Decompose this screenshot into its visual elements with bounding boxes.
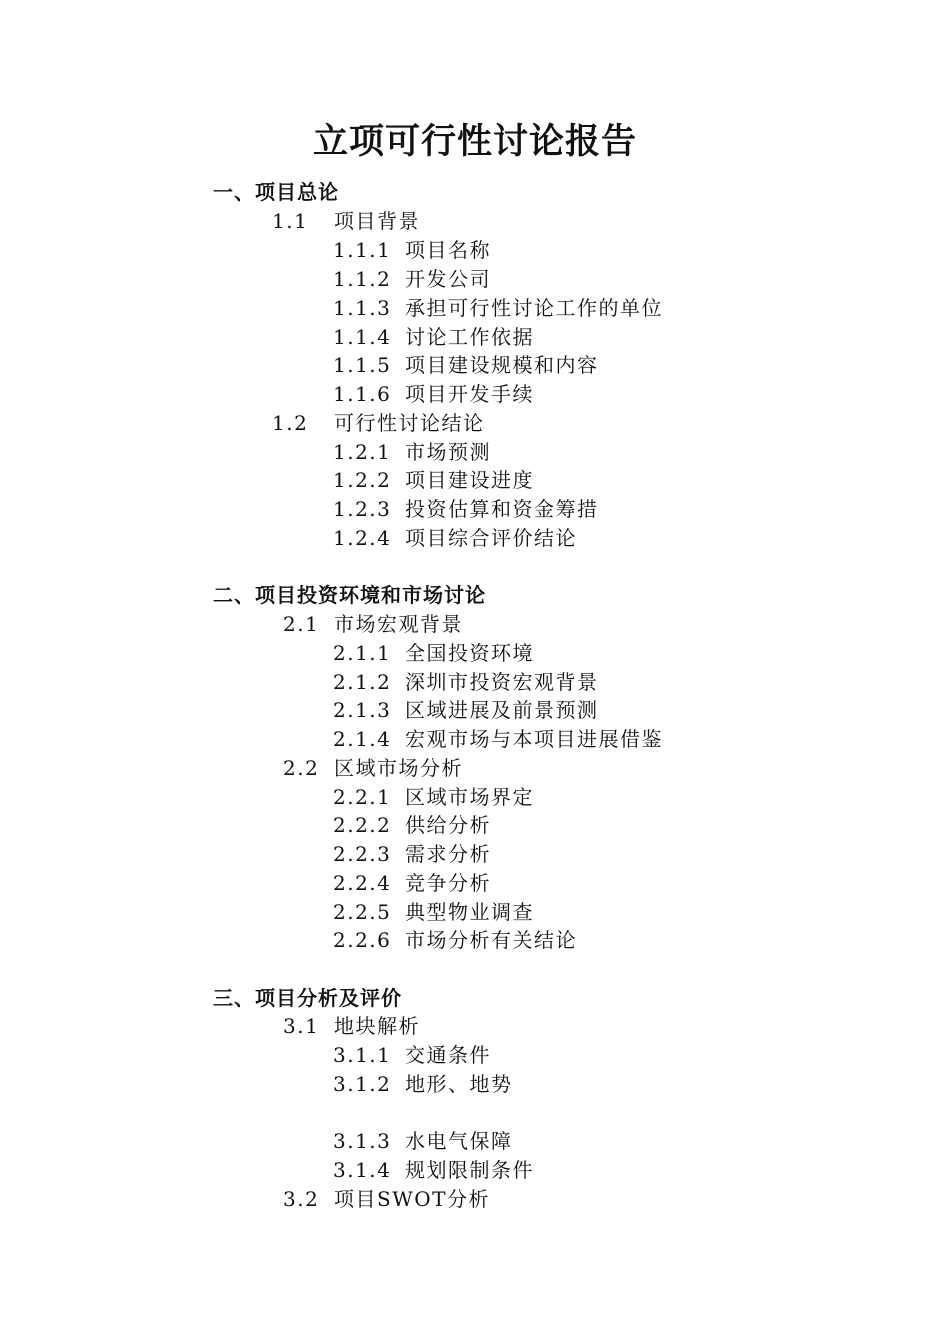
toc-number: 1.1.4	[333, 325, 392, 349]
toc-number: 3.1.4	[333, 1158, 392, 1182]
toc-number: 2.2.1	[333, 785, 392, 809]
toc-text: 区域进展及前景预测	[405, 698, 599, 722]
toc-subsection	[333, 438, 491, 466]
toc-subsection	[333, 811, 491, 839]
toc-text: 地块解析	[334, 1014, 420, 1038]
toc-subsection	[333, 1041, 491, 1069]
toc-subsection	[333, 639, 534, 667]
toc-number: 3.1	[283, 1014, 320, 1038]
toc-subsection	[333, 1156, 534, 1184]
toc-text: 项目综合评价结论	[405, 526, 577, 550]
toc-text: 开发公司	[405, 267, 491, 291]
toc-number: 2.2.5	[333, 900, 392, 924]
toc-text: 全国投资环境	[405, 641, 534, 665]
toc-text: 项目名称	[405, 238, 491, 262]
toc-number: 1.2	[272, 411, 309, 435]
toc-text: 区域市场分析	[334, 756, 463, 780]
toc-text: 宏观市场与本项目进展借鉴	[405, 727, 663, 751]
toc-subsection	[333, 524, 577, 552]
toc-number: 2.1.2	[333, 670, 392, 694]
document-title: 立项可行性讨论报告	[312, 121, 637, 162]
toc-text: 投资估算和资金筹措	[405, 497, 599, 521]
toc-text: 区域市场界定	[405, 785, 534, 809]
toc-subsection	[333, 783, 534, 811]
toc-text: 典型物业调查	[405, 900, 534, 924]
toc-number: 2.2	[283, 756, 320, 780]
toc-number: 2.1.3	[333, 698, 392, 722]
toc-subsection	[333, 236, 491, 264]
toc-subsection	[333, 495, 599, 523]
toc-number: 1.1	[272, 209, 309, 233]
toc-section	[283, 1185, 490, 1213]
toc-subsection	[333, 926, 577, 954]
toc-subsection	[333, 265, 491, 293]
toc-number: 2.1	[283, 612, 320, 636]
toc-subsection	[333, 869, 491, 897]
toc-text: 可行性讨论结论	[334, 411, 485, 435]
toc-chapter-heading	[213, 581, 486, 609]
toc-number: 1.1.1	[333, 238, 392, 262]
toc-text: 供给分析	[405, 813, 491, 837]
toc-chapter-heading	[213, 984, 402, 1012]
toc-text: 项目SWOT分析	[334, 1187, 490, 1211]
toc-subsection	[333, 323, 534, 351]
toc-text: 市场预测	[405, 440, 491, 464]
toc-subsection	[333, 668, 599, 696]
toc-subsection	[333, 898, 534, 926]
toc-text: 三、项目分析及评价	[213, 986, 402, 1010]
toc-number: 1.2.3	[333, 497, 392, 521]
toc-subsection	[333, 294, 663, 322]
toc-number: 2.1.4	[333, 727, 392, 751]
toc-text: 市场分析有关结论	[405, 928, 577, 952]
toc-section	[283, 1012, 420, 1040]
toc-subsection	[333, 725, 663, 753]
toc-number: 2.2.6	[333, 928, 392, 952]
toc-section	[272, 207, 420, 235]
toc-section	[283, 610, 463, 638]
toc-number: 1.1.3	[333, 296, 392, 320]
toc-text: 规划限制条件	[405, 1158, 534, 1182]
toc-text: 二、项目投资环境和市场讨论	[213, 583, 486, 607]
toc-number: 1.2.4	[333, 526, 392, 550]
toc-number: 1.2.1	[333, 440, 392, 464]
toc-text: 需求分析	[405, 842, 491, 866]
toc-subsection	[333, 1127, 513, 1155]
toc-text: 交通条件	[405, 1043, 491, 1067]
toc-number: 3.1.1	[333, 1043, 392, 1067]
toc-text: 项目背景	[334, 209, 420, 233]
toc-text: 深圳市投资宏观背景	[405, 670, 599, 694]
toc-subsection	[333, 696, 599, 724]
toc-number: 2.1.1	[333, 641, 392, 665]
toc-number: 1.1.6	[333, 382, 392, 406]
toc-number: 1.1.2	[333, 267, 392, 291]
toc-text: 竞争分析	[405, 871, 491, 895]
toc-text: 水电气保障	[405, 1129, 513, 1153]
toc-text: 讨论工作依据	[405, 325, 534, 349]
toc-subsection	[333, 1070, 513, 1098]
toc-text: 地形、地势	[405, 1072, 513, 1096]
toc-text: 项目开发手续	[405, 382, 534, 406]
toc-section	[283, 754, 463, 782]
toc-section	[272, 409, 485, 437]
toc-number: 3.2	[283, 1187, 320, 1211]
toc-text: 项目建设规模和内容	[405, 353, 599, 377]
toc-number: 2.2.3	[333, 842, 392, 866]
toc-number: 3.1.3	[333, 1129, 392, 1153]
toc-number: 2.2.4	[333, 871, 392, 895]
toc-text: 一、项目总论	[213, 180, 339, 204]
toc-number: 1.1.5	[333, 353, 392, 377]
toc-number: 1.2.2	[333, 468, 392, 492]
toc-subsection	[333, 840, 491, 868]
toc-text: 市场宏观背景	[334, 612, 463, 636]
toc-number: 2.2.2	[333, 813, 392, 837]
toc-subsection	[333, 466, 534, 494]
toc-text: 项目建设进度	[405, 468, 534, 492]
toc-text: 承担可行性讨论工作的单位	[405, 296, 663, 320]
toc-chapter-heading	[213, 178, 339, 206]
toc-subsection	[333, 351, 599, 379]
toc-subsection	[333, 380, 534, 408]
toc-number: 3.1.2	[333, 1072, 392, 1096]
